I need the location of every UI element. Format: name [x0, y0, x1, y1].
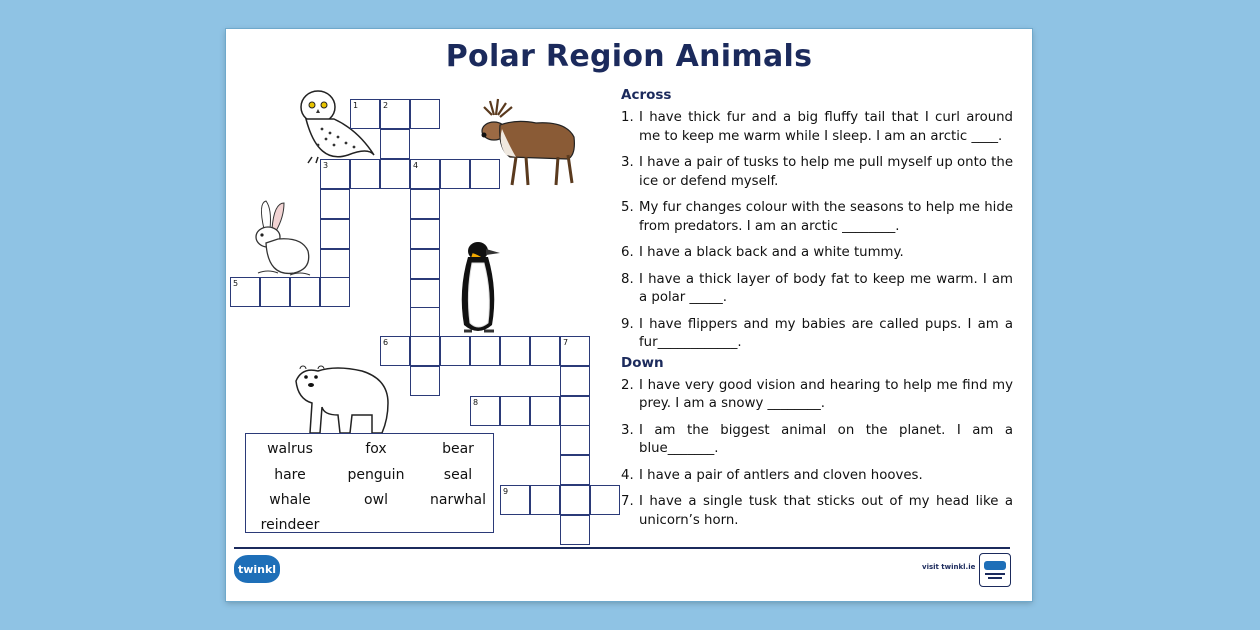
crossword-cell[interactable] — [500, 485, 530, 515]
clue-num: 8. — [621, 271, 634, 287]
crossword-cell[interactable] — [290, 277, 320, 307]
visit-link[interactable]: visit twinkl.ie — [922, 563, 976, 571]
across-clue — [621, 316, 1013, 353]
crossword-cell[interactable] — [560, 366, 590, 396]
crossword-cell[interactable] — [590, 485, 620, 515]
crossword-cell[interactable] — [260, 277, 290, 307]
clue-text: I have a pair of tusks to help me pull myself up onto the ice or defend myself. — [639, 155, 1013, 189]
crossword-cell[interactable] — [560, 515, 590, 545]
clue-text: I have very good vision and hearing to help me find my prey. I am a snowy ________. — [639, 377, 1013, 411]
clue-number: 3 — [323, 161, 329, 170]
clue-text: I have thick fur and a big fluffy tail that I curl around me to keep me warm while I sleep. I am an arctic ____. — [639, 110, 1013, 144]
word-bank-item: fox — [365, 441, 387, 457]
crossword-cell[interactable] — [320, 159, 350, 189]
clue-text: I have a black back and a white tummy. — [639, 245, 904, 260]
across-heading: Across — [621, 87, 672, 103]
crossword-cell[interactable] — [560, 336, 590, 366]
quality-badge-icon — [979, 553, 1011, 587]
crossword-cell[interactable] — [530, 336, 560, 366]
crossword-cell[interactable] — [380, 159, 410, 189]
clue-num: 5. — [621, 200, 634, 215]
down-clue — [621, 422, 1013, 459]
clue-text: I am the biggest animal on the planet. I am a blue_______. — [639, 422, 1013, 456]
crossword-cell[interactable] — [350, 159, 380, 189]
down-clue — [621, 493, 1013, 530]
crossword-cell[interactable] — [380, 99, 410, 129]
clue-num: 2. — [621, 377, 634, 393]
clue-number: 8 — [473, 398, 479, 407]
crossword-cell[interactable] — [530, 396, 560, 426]
crossword-cell[interactable] — [320, 277, 350, 307]
clue-text: I have a pair of antlers and cloven hooves. — [639, 467, 923, 483]
crossword-cell[interactable] — [560, 425, 590, 455]
crossword-cell[interactable] — [410, 279, 440, 309]
crossword-cell[interactable] — [410, 307, 440, 337]
clue-number: 5 — [233, 279, 239, 288]
clue-number: 4 — [413, 161, 419, 170]
across-clue — [621, 154, 1013, 191]
clue-text: I have a thick layer of body fat to keep me warm. I am a polar _____. — [639, 271, 1013, 305]
crossword-cell[interactable] — [410, 336, 440, 366]
crossword-cell[interactable] — [410, 99, 440, 129]
clue-number: 2 — [383, 101, 389, 110]
crossword-cell[interactable] — [500, 336, 530, 366]
crossword-cell[interactable] — [560, 396, 590, 426]
crossword-cell[interactable] — [410, 366, 440, 396]
crossword-cell[interactable] — [380, 336, 410, 366]
clue-num: 6. — [621, 245, 634, 260]
clue-num: 3. — [621, 422, 634, 438]
crossword-cell[interactable] — [320, 219, 350, 249]
clue-num: 9. — [621, 316, 634, 332]
clue-num: 4. — [621, 467, 634, 483]
clue-text: I have a single tusk that sticks out of my head like a unicorn’s horn. — [639, 494, 1013, 528]
crossword-cell[interactable] — [470, 159, 500, 189]
clue-number: 9 — [503, 487, 509, 496]
across-clue — [621, 199, 1013, 236]
emperor-penguin-illustration — [456, 241, 504, 337]
clue-text: My fur changes colour with the seasons to help me hide from predators. I am an arctic ________. — [639, 200, 1013, 234]
word-bank-item: seal — [443, 467, 473, 483]
down-clue — [621, 377, 1013, 414]
across-clue — [621, 271, 1013, 308]
crossword-cell[interactable] — [440, 159, 470, 189]
crossword-cell[interactable] — [470, 336, 500, 366]
crossword-cell[interactable] — [380, 129, 410, 159]
footer-divider — [234, 547, 1010, 549]
word-bank-item: bear — [442, 441, 474, 457]
page-title: Polar Region Animals — [445, 39, 813, 74]
clue-num: 3. — [621, 155, 634, 170]
crossword-cell[interactable] — [410, 189, 440, 219]
crossword-cell[interactable] — [320, 189, 350, 219]
clue-number: 7 — [563, 338, 569, 347]
crossword-cell[interactable] — [350, 99, 380, 129]
clue-number: 6 — [383, 338, 389, 347]
word-bank — [245, 433, 494, 533]
crossword-cell[interactable] — [560, 485, 590, 515]
crossword-cell[interactable] — [410, 249, 440, 279]
crossword-cell[interactable] — [410, 159, 440, 189]
word-bank-item: reindeer — [260, 517, 320, 533]
word-bank-item: walrus — [267, 441, 313, 457]
twinkl-logo[interactable]: twinkl — [234, 555, 280, 583]
crossword-cell[interactable] — [320, 249, 350, 279]
word-bank-item: whale — [269, 492, 311, 508]
worksheet — [226, 29, 1032, 601]
clue-number: 1 — [353, 101, 359, 110]
across-clue — [621, 109, 1013, 146]
polar-bear-illustration — [292, 363, 392, 437]
crossword-cell[interactable] — [230, 277, 260, 307]
crossword-cell[interactable] — [560, 455, 590, 485]
crossword-cell[interactable] — [470, 396, 500, 426]
clues-panel — [621, 87, 1013, 538]
crossword-cell[interactable] — [440, 336, 470, 366]
word-bank-item: narwhal — [430, 492, 486, 508]
clue-num: 1. — [621, 110, 634, 125]
clue-text: I have flippers and my babies are called pups. I am a fur____________. — [639, 316, 1013, 350]
word-bank-item: penguin — [347, 467, 405, 483]
down-heading: Down — [621, 354, 664, 371]
crossword-cell[interactable] — [410, 219, 440, 249]
crossword-cell[interactable] — [500, 396, 530, 426]
across-clue — [621, 244, 1013, 263]
clue-num: 7. — [621, 494, 634, 509]
arctic-hare-illustration — [248, 199, 314, 279]
down-clue — [621, 467, 1013, 486]
word-bank-item: hare — [274, 467, 306, 483]
crossword-cell[interactable] — [530, 485, 560, 515]
word-bank-item: owl — [364, 492, 388, 508]
